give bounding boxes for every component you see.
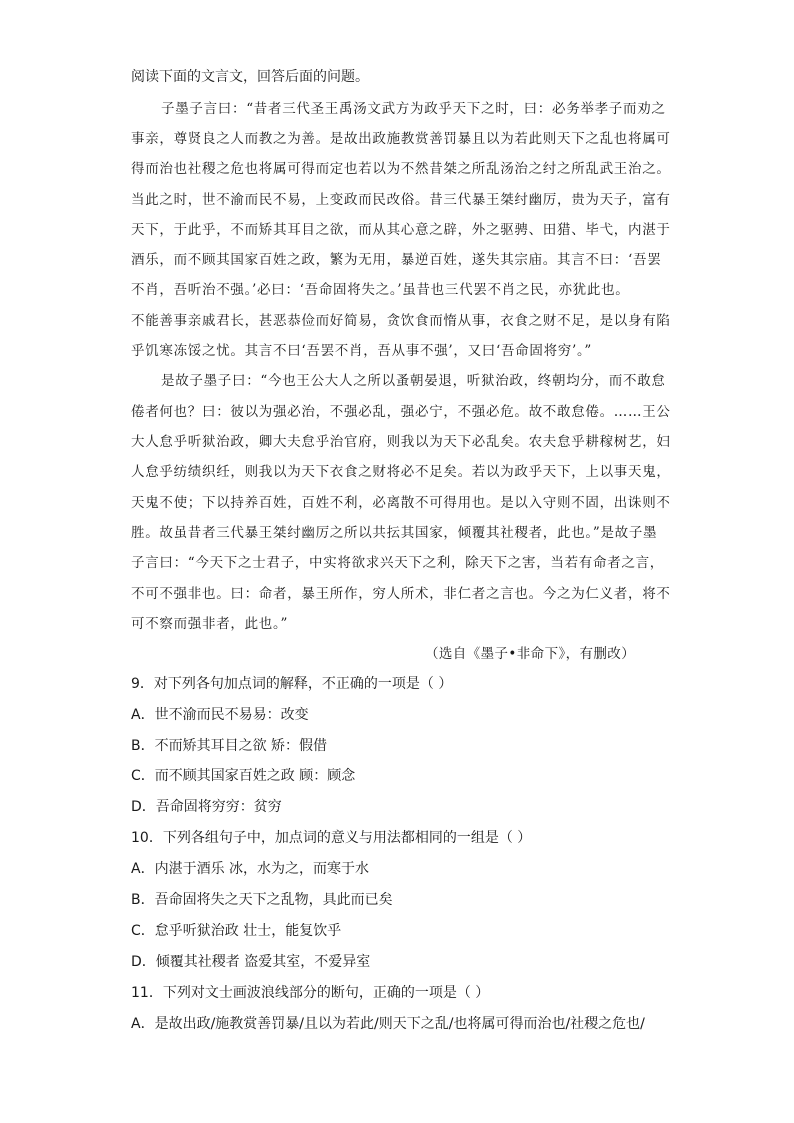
passage-line: 天鬼不使；下以持养百姓，百姓不利，必离散不可得用也。是以入守则不固，出诛则不 — [131, 495, 671, 511]
passage-line: 乎饥寒冻馁之忧。其言不曰‘吾罢不肖，吾从事不强’，又曰‘吾命固将穷’。” — [131, 343, 593, 359]
passage-line: 事亲，尊贤良之人而教之为善。是故出政施教赏善罚暴且以为若此则天下之乱也将属可 — [131, 131, 671, 147]
passage-line: 得而治也社稷之危也将属可得而定也若以为不然昔桀之所乱汤治之纣之所乱武王治之。 — [131, 161, 671, 177]
passage-line: 不能善事亲戚君长，甚恶恭俭而好简易，贪饮食而惰从事，衣食之财不足，是以身有陷 — [131, 313, 671, 329]
passage-line: 不肖，吾听治不强。’必曰：‘吾命固将失之。’虽昔也三代罢不肖之民，亦犹此也。 — [131, 282, 630, 298]
passage-source: （选自《墨子•非命下》，有删改） — [425, 646, 636, 662]
option-d: D．倾覆其社稷者 盗爱其室，不爱异室 — [131, 954, 371, 970]
passage-line: 胜。故虽昔者三代暴王桀纣幽厉之所以共抎其国家，倾覆其社稷者，此也。”是故子墨 — [131, 525, 658, 541]
passage-line: 当此之时，世不渝而民不易，上变政而民改俗。昔三代暴王桀纣幽厉，贵为天子，富有 — [131, 192, 671, 208]
passage-line: 子言曰：“今天下之士君子，中实将欲求兴天下之利，除天下之害，当若有命者之言， — [131, 555, 665, 571]
option-a: A．世不渝而民不易易：改变 — [131, 707, 309, 723]
option-d: D．吾命固将穷穷：贫穷 — [131, 799, 282, 815]
passage-line: 是故子墨子曰：“今也王公大人之所以蚤朝晏退，听狱治政，终朝均分，而不敢怠 — [161, 373, 666, 389]
question-stem: 11．下列对文士画波浪线部分的断句，正确的一项是（ ） — [131, 985, 490, 1001]
passage-line: 大人怠乎听狱治政，卿大夫怠乎治官府，则我以为天下必乱矣。农夫怠乎耕稼树艺，妇 — [131, 434, 671, 450]
passage-line: 子墨子言曰：“昔者三代圣王禹汤文武方为政乎天下之时，曰：必务举孝子而劝之 — [161, 101, 666, 117]
option-b: B．不而矫其耳目之欲 矫：假借 — [131, 738, 328, 754]
option-b: B．吾命固将失之天下之乱物，具此而已矣 — [131, 892, 393, 908]
option-a: A．是故出政/施教赏善罚暴/且以为若此/则天下之乱/也将属可得而治也/社稷之危也/ — [131, 1016, 645, 1032]
option-a: A．内湛于酒乐 冰，水为之，而寒于水 — [131, 861, 370, 877]
passage-line: 人怠乎纺绩织纴，则我以为天下衣食之财将必不足矣。若以为政乎天下，上以事天鬼， — [131, 464, 671, 480]
question-stem: 10．下列各组句子中，加点词的意义与用法都相同的一组是（ ） — [131, 830, 532, 846]
option-c: C．怠乎听狱治政 壮士，能复饮乎 — [131, 923, 342, 939]
passage-line: 天下，于此乎，不而矫其耳目之欲，而从其心意之辟，外之驱骋、田猎、毕弋，内湛于 — [131, 222, 671, 238]
passage-line: 不可不强非也。曰：命者，暴王所作，穷人所术，非仁者之言也。今之为仁义者，将不 — [131, 586, 671, 602]
passage-line: 酒乐，而不顾其国家百姓之政，繁为无用，暴逆百姓，遂失其宗庙。其言不曰：‘吾罢 — [131, 252, 662, 268]
passage-line: 可不察而强非者，此也。” — [131, 616, 289, 632]
question-stem: 9．对下列各句加点词的解释，不正确的一项是（ ） — [131, 676, 453, 692]
option-c: C．而不顾其国家百姓之政 顾：顾念 — [131, 768, 356, 784]
passage-line: 倦者何也？曰：彼以为强必治，不强必乱，强必宁，不强必危。故不敢怠倦。……王公 — [131, 404, 671, 420]
reading-instruction: 阅读下面的文言文，回答后面的问题。 — [131, 69, 369, 85]
